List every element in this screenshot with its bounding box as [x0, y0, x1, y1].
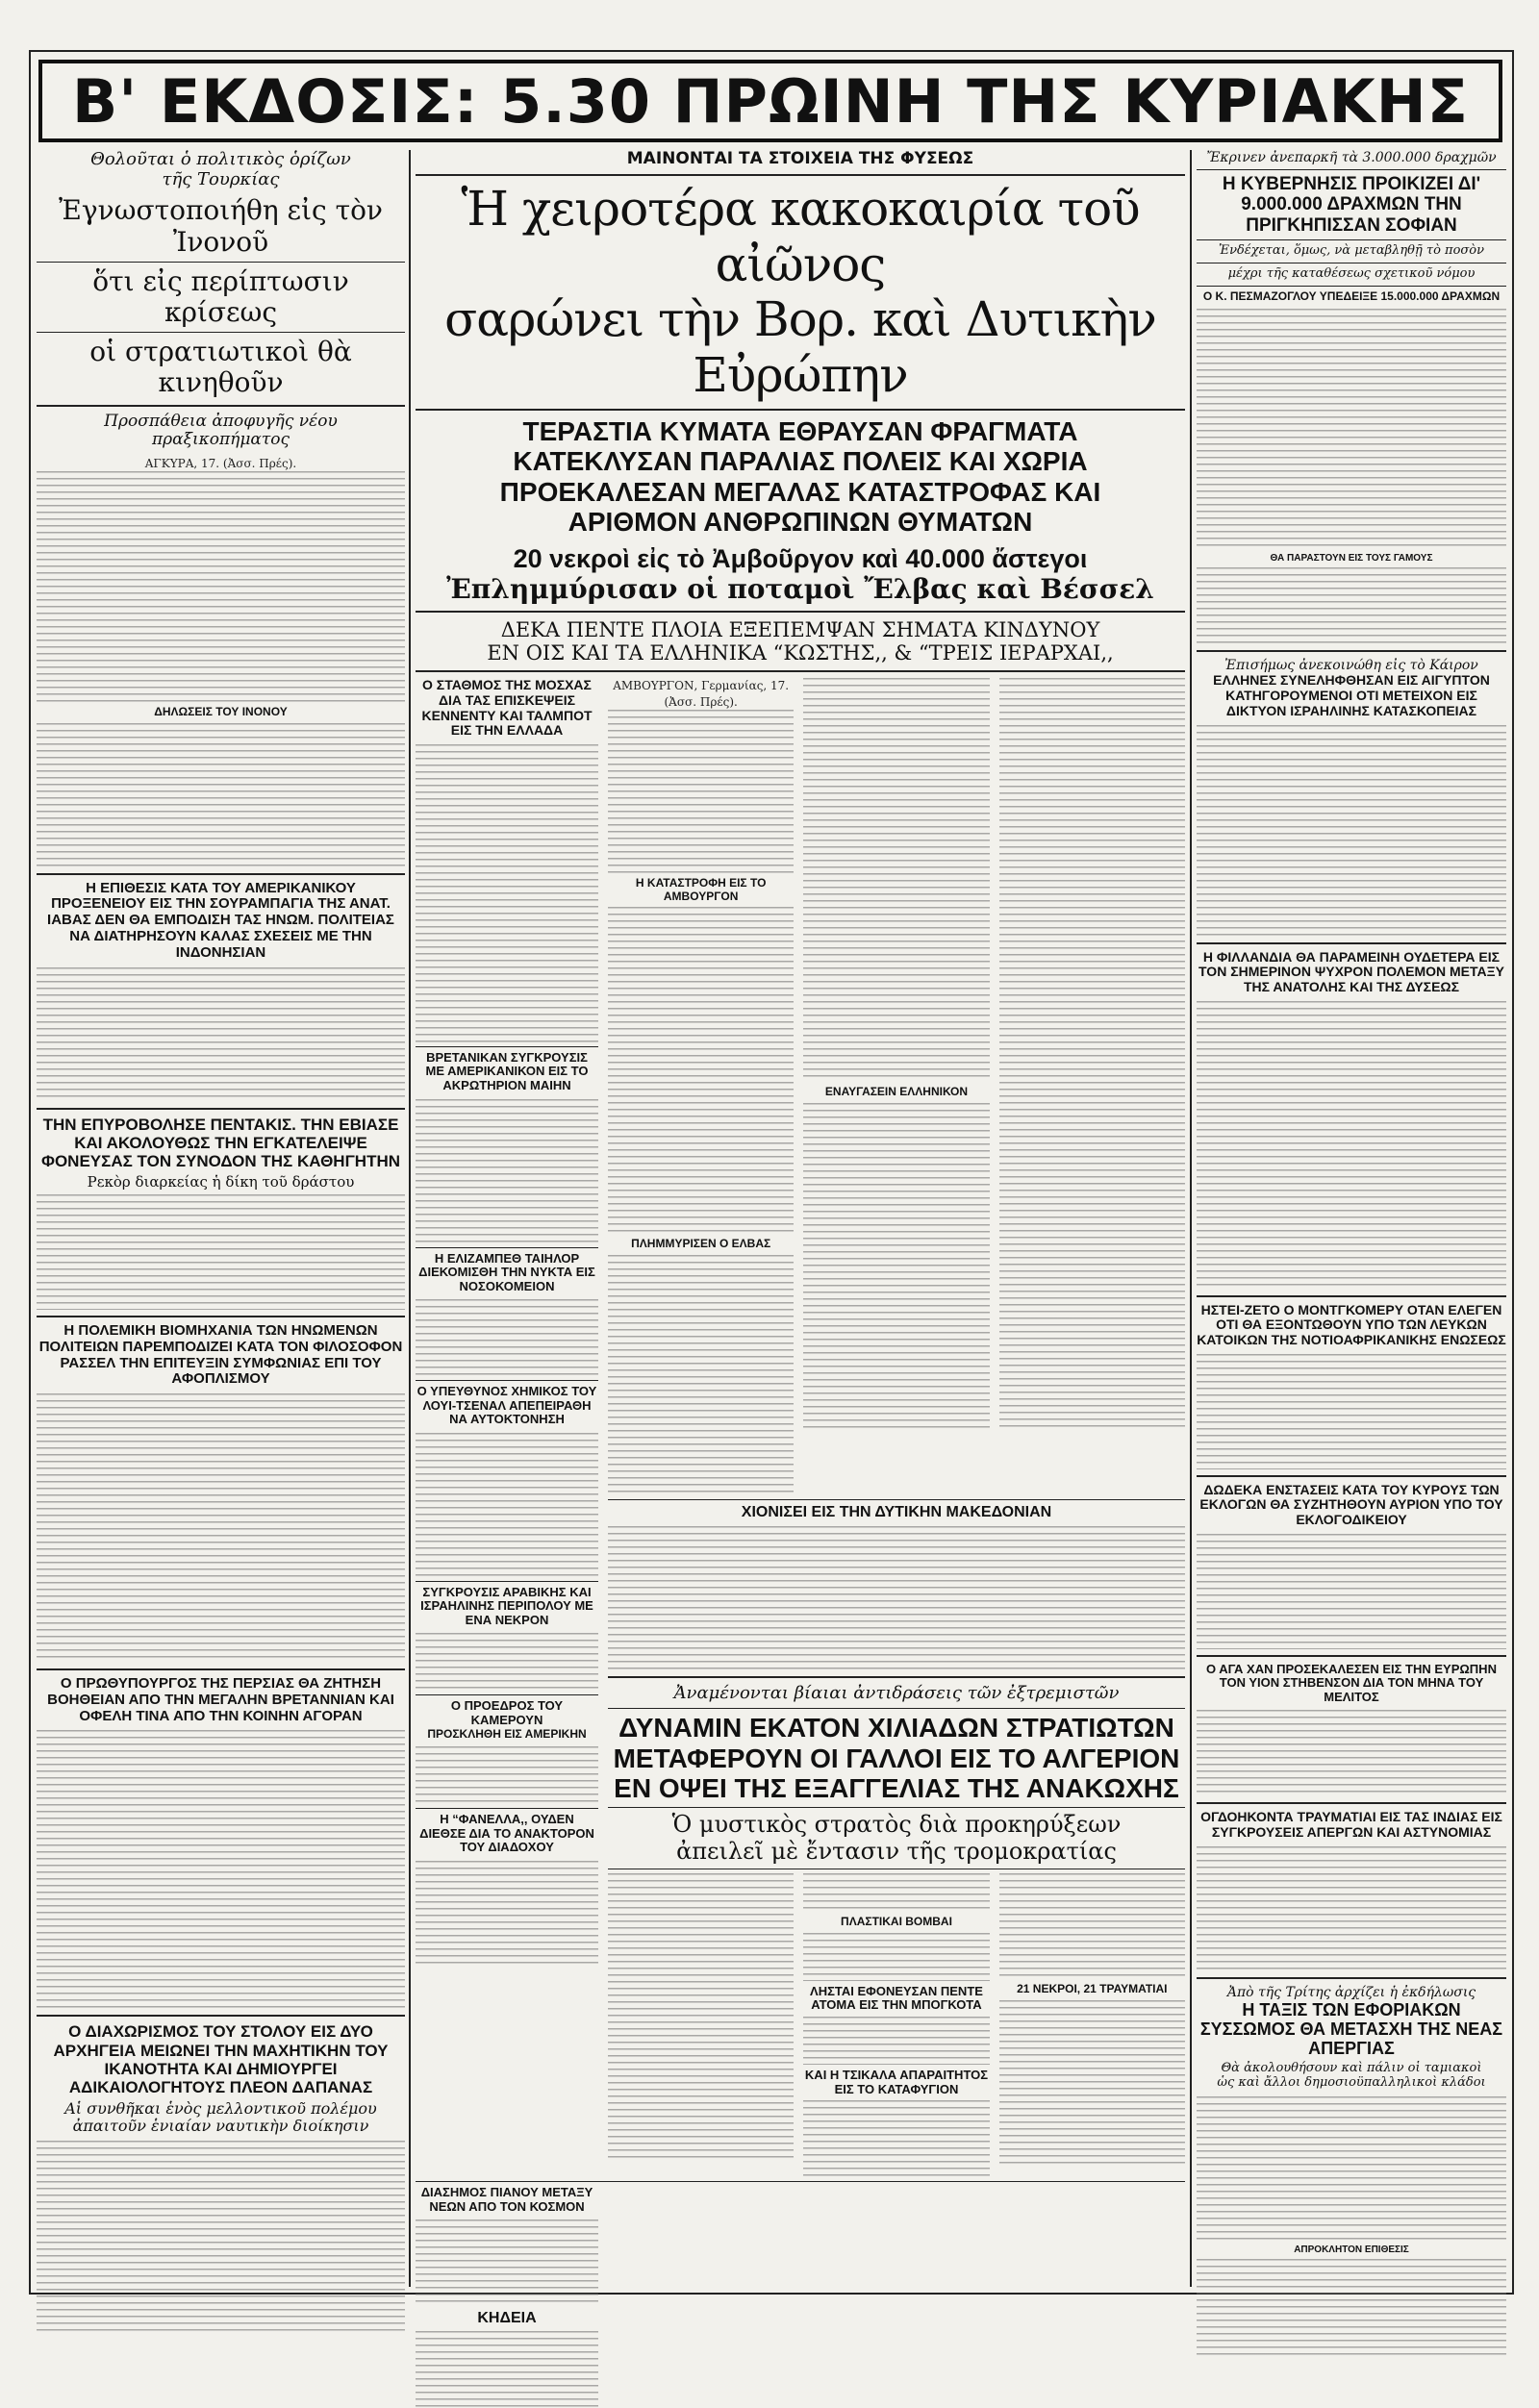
left-h-pentagon: ΤΗΝ ΕΠΥΡΟΒΟΛΗΣΕ ΠΕΝΤΑΚΙΣ. ΤΗΝ ΕΒΙΑΣΕ ΚΑΙ ΑΚΟΛΟΥΘΩΣ ΤΗΝ ΕΓΚΑΤΕΛΕΙΨΕ ΦΟΝΕΥΣΑΣ ΤΟΝ ΣΥΝΟΔΟΝ ΤΗΣ ΚΑΘΗΓΗΤΗΝ — [40, 1115, 401, 1170]
left-h-consulate: Η ΕΠΙΘΕΣΙΣ ΚΑΤΑ ΤΟΥ ΑΜΕΡΙΚΑΝΙΚΟΥ ΠΡΟΞΕΝΕΙΟΥ ΕΙΣ ΤΗΝ ΣΟΥΡΑΜΠΑΓΙΑ ΤΗΣ ΑΝΑΤ. ΙΑΒΑΣ ΔΕΝ ΘΑ ΕΜΠΟΔΙΣΗ ΤΑΣ ΗΝΩΜ. ΠΟΛΙΤΕΙΑΣ ΝΑ ΔΙΑΤΗΡΗΣΟΥΝ ΚΑΛΑΣ ΣΧΕΣΕΙΣ ΜΕ ΤΗΝ ΙΝΔΟΝΗΣΙΑΝ — [47, 879, 394, 961]
center-h-hamburg: Η ΚΑΤΑΣΤΡΟΦΗ ΕΙΣ ΤΟ ΑΜΒΟΥΡΓΟΝ — [635, 876, 767, 903]
right-h-gamos: ΘΑ ΠΑΡΑΣΤΟΥΝ ΕΙΣ ΤΟΥΣ ΓΑΜΟΥΣ — [1270, 553, 1433, 564]
divider — [1197, 650, 1506, 652]
center-h-chem: Ο ΥΠΕΥΘΥΝΟΣ ΧΗΜΙΚΟΣ ΤΟΥ ΛΟΥΙ-ΤΣΕΝΑΛ ΑΠΕΠΕΙΡΑΘΗ ΝΑ ΑΥΤΟΚΤΟΝΗΣΗ — [416, 1384, 597, 1427]
text-block — [1197, 1001, 1506, 1290]
center-h-secret2: ἀπειλεῖ μὲ ἔντασιν τῆς τρομοκρατίας — [676, 1837, 1117, 1865]
divider — [416, 1380, 598, 1381]
divider — [416, 1247, 598, 1248]
center-h-elbe: ΠΛΗΜΜΥΡΙΣΕΝ Ο ΕΛΒΑΣ — [631, 1237, 771, 1251]
text-block — [608, 1255, 794, 1495]
center-h-camer: Ο ΠΡΟΕΔΡΟΣ ΤΟΥ ΚΑΜΕΡΟΥΝ — [450, 1698, 564, 1727]
text-block — [37, 1730, 405, 2009]
text-block — [416, 1746, 598, 1804]
divider — [37, 873, 405, 875]
left-h-persia: Ο ΠΡΩΘΥΠΟΥΡΓΟΣ ΤΗΣ ΠΕΡΣΙΑΣ ΘΑ ΖΗΤΗΣΗ ΒΟΗΘΕΙΑΝ ΑΠΟ ΤΗΝ ΜΕΓΑΛΗΝ ΒΡΕΤΑΝΝΙΑΝ ΚΑΙ ΟΦΕΛΗ ΤΙΝΑ ΑΠΟ ΤΗΝ ΚΟΙΝΗΝ ΑΓΟΡΑΝ — [47, 1675, 394, 1724]
text-block — [37, 1194, 405, 1310]
right-strike-kicker: Ἀπὸ τῆς Τρίτης ἀρχίζει ἡ ἐκδήλωσις — [1226, 1984, 1476, 2000]
center-hamburg-dateline: ΑΜΒΟΥΡΓΟΝ, Γερμανίας, 17. (Ἀσσ. Πρές). — [613, 679, 790, 709]
center-h-dead: 21 ΝΕΚΡΟΙ, 21 ΤΡΑΥΜΑΤΙΑΙ — [1017, 1982, 1168, 1996]
center-kicker: ΜΑΙΝΟΝΤΑΙ ΤΑ ΣΤΟΙΧΕΙΑ ΤΗΣ ΦΥΣΕΩΣ — [626, 149, 974, 168]
center-h-brit: ΒΡΕΤΑΝΙΚΑΝ ΣΥΓΚΡΟΥΣΙΣ ΜΕ ΑΜΕΡΙΚΑΝΙΚΟΝ ΕΙΣ ΤΟ ΑΚΡΩΤΗΡΙΟΝ ΜΑΙΗΝ — [425, 1049, 589, 1092]
left-h-fleet-sub1: Αἱ συνθῆκαι ἑνὸς μελλοντικοῦ πολέμου — [64, 2098, 377, 2118]
text-block — [803, 1103, 989, 1430]
divider — [1197, 1295, 1506, 1297]
left-h-industry: Η ΠΟΛΕΜΙΚΗ ΒΙΟΜΗΧΑΝΙΑ ΤΩΝ ΗΝΩΜΕΝΩΝ ΠΟΛΙΤΕΙΩΝ ΠΑΡΕΜΠΟΔΙΖΕΙ ΚΑΤΑ ΤΟΝ ΦΙΛΟΣΟΦΟΝ ΡΑΣΣΕΛ ΤΗΝ ΕΠΙΤΕΥΞΙΝ ΣΥΜΦΩΝΙΑΣ ΕΠΙ ΤΟΥ ΑΦΟΠΛΙΣΜΟΥ — [38, 1321, 403, 1388]
center-line3: ΔΕΚΑ ΠΕΝΤΕ ΠΛΟΙΑ ΕΞΕΠΕΜΨΑΝ ΣΗΜΑΤΑ ΚΙΝΔΥΝΟΥ — [500, 617, 1100, 641]
divider — [416, 409, 1185, 411]
right-strike-sub1: Θὰ ἀκολουθήσουν καὶ πάλιν οἱ ταμιακοὶ — [1221, 2061, 1482, 2076]
text-block — [37, 967, 405, 1102]
text-block — [803, 1873, 989, 1912]
text-block — [1197, 725, 1506, 937]
divider — [1197, 286, 1506, 287]
left-kicker: Θολοῦται ὁ πολιτικὸς ὁρίζων τῆς Τουρκίας — [90, 149, 351, 189]
center-h-piano: ΔΙΑΣΗΜΟΣ ΠΙΑΝΟΥ ΜΕΤΑΞΥ ΝΕΩΝ ΑΠΟ ΤΟΝ ΚΟΣΜΟΝ — [420, 2185, 593, 2214]
center-h-liber: ΛΗΣΤΑΙ ΕΦΟΝΕΥΣΑΝ ΠΕΝΤΕ ΑΤΟΜΑ ΕΙΣ ΤΗΝ ΜΠΟΓΚΟΤΑ — [810, 1983, 983, 2013]
center-bottom-a — [416, 2186, 598, 2408]
text-block — [416, 2331, 598, 2408]
center-line4: ΕΝ ΟΙΣ ΚΑΙ ΤΑ ΕΛΛΗΝΙΚΑ “ΚΩΣΤΗΣ,, & “ΤΡΕΙΣ ΙΕΡΑΡΧΑΙ,, — [487, 641, 1114, 665]
divider — [416, 2181, 1185, 2182]
right-h-aga: Ο ΑΓΑ ΧΑΝ ΠΡΟΣΕΚΑΛΕΣΕΝ ΕΙΣ ΤΗΝ ΕΥΡΩΠΗΝ ΤΟΝ ΥΙΟΝ ΣΤΗΒΕΝΣΟΝ ΔΙΑ ΤΟΝ ΜΗΝΑ ΤΟΥ ΜΕΛΙΤΟΣ — [1206, 1661, 1497, 1704]
divider — [37, 332, 405, 333]
left-head3: οἱ στρατιωτικοὶ θὰ κινηθοῦν — [89, 336, 352, 399]
text-block — [803, 2100, 989, 2177]
center-h-kideia: ΚΗΔΕΙΑ — [477, 2310, 537, 2327]
text-block — [416, 744, 598, 1042]
left-h-fleet: Ο ΔΙΑΧΩΡΙΣΜΟΣ ΤΟΥ ΣΤΟΛΟΥ ΕΙΣ ΔΥΟ ΑΡΧΗΓΕΙΑ ΜΕΙΩΝΕΙ ΤΗΝ ΜΑΧΗΤΙΚΗΝ ΤΟΥ ΙΚΑΝΟΤΗΤΑ ΚΑΙ ΔΗΜΙΟΥΡΓΕΙ ΑΔΙΚΑΙΟΛΟΓΗΤΟΥΣ ΠΛΕΟΝ ΔΑΠΑΝΑΣ — [53, 2022, 389, 2096]
center-h-arab: ΣΥΓΚΡΟΥΣΙΣ ΑΡΑΒΙΚΗΣ ΚΑΙ ΙΣΡΑΗΛΙΝΗΣ ΠΕΡΙΠΟΛΟΥ ΜΕ ΕΝΑ ΝΕΚΡΟΝ — [420, 1584, 593, 1627]
left-caption: ΔΗΛΩΣΕΙΣ ΤΟΥ ΙΝΟΝΟΥ — [154, 705, 288, 719]
left-head1: Ἐγνωστοποιήθη εἰς τὸν Ἰνονοῦ — [59, 194, 383, 258]
center-subcol-b3 — [999, 678, 1185, 1494]
center-subcol-a — [416, 678, 598, 2177]
right-h-finland: Η ΦΙΛΛΑΝΔΙΑ ΘΑ ΠΑΡΑΜΕΙΝΗ ΟΥΔΕΤΕΡΑ ΕΙΣ ΤΟΝ ΣΗΜΕΡΙΝΟΝ ΨΥΧΡΟΝ ΠΟΛΕΜΟΝ ΜΕΤΑΞΥ ΤΗΣ ΑΝΑΤΟΛΗΣ ΚΑΙ ΤΗΣ ΔΥΣΕΩΣ — [1198, 948, 1504, 994]
divider — [1197, 1475, 1506, 1477]
divider — [416, 1046, 598, 1047]
left-h-pentagon-sub: Ρεκὸρ διαρκείας ἡ δίκη τοῦ δράστου — [87, 1172, 355, 1191]
right-strike-sub2: ὡς καὶ ἄλλοι δημοσιοϋπαλληλικοὶ κλάδοι — [1217, 2075, 1486, 2091]
center-h-taylor: Η ΕΛΙΖΑΜΠΕΘ ΤΑΙΗΛΟΡ ΔΙΕΚΟΜΙΣΘΗ ΤΗΝ ΝΥΚΤΑ ΕΙΣ ΝΟΣΟΚΟΜΕΙΟΝ — [418, 1250, 595, 1293]
right-column — [1197, 150, 1506, 2285]
text-block — [608, 1873, 794, 2162]
left-dateline: ΑΓΚΥΡΑ, 17. (Ἀσσ. Πρές). — [144, 456, 297, 470]
center-h-greek: ΕΝΑΥΓΑΣΕΙΝ ΕΛΛΗΝΙΚΟΝ — [824, 1085, 969, 1099]
center-h-french: ΔΥΝΑΜΙΝ ΕΚΑΤΟΝ ΧΙΛΙΑΔΩΝ ΣΤΡΑΤΙΩΤΩΝ ΜΕΤΑΦΕΡΟΥΝ ΟΙ ΓΑΛΛΟΙ ΕΙΣ ΤΟ ΑΛΓΕΡΙΟΝ ΕΝ ΟΨΕΙ ΤΗΣ ΕΞΑΓΓΕΛΙΑΣ ΤΗΣ ΑΝΑΚΩΧΗΣ — [613, 1713, 1180, 1803]
text-block — [416, 2220, 598, 2306]
text-block — [1197, 309, 1506, 549]
divider — [416, 174, 1185, 176]
right-h-cairo: ΕΛΛΗΝΕΣ ΣΥΝΕΛΗΦΘΗΣΑΝ ΕΙΣ ΑΙΓΥΠΤΟΝ ΚΑΤΗΓΟΡΟΥΜΕΝΟΙ ΟΤΙ ΜΕΤΕΙΧΟΝ ΕΙΣ ΔΙΚΤΥΟΝ ΙΣΡΑΗΛΙΝΗΣ ΚΑΤΑΣΚΟΠΕΙΑΣ — [1213, 672, 1490, 718]
text-block — [416, 1633, 598, 1691]
right-h-india: ΟΓΔΟΗΚΟΝΤΑ ΤΡΑΥΜΑΤΙΑΙ ΕΙΣ ΤΑΣ ΙΝΔΙΑΣ ΕΙΣ ΣΥΓΚΡΟΥΣΕΙΣ ΑΠΕΡΓΩΝ ΚΑΙ ΑΣΤΥΝΟΜΙΑΣ — [1200, 1809, 1502, 1840]
center-h-fanella: Η “ΦΑΝΕΛΛΑ,, ΟΥΔΕΝ ΔΙΕΘΣΕ ΔΙΑ ΤΟ ΑΝΑΚΤΟΡΟΝ ΤΟΥ ΔΙΑΔΟΧΟΥ — [419, 1811, 594, 1855]
right-h-objections: ΔΩΔΕΚΑ ΕΝΣΤΑΣΕΙΣ ΚΑΤΑ ΤΟΥ ΚΥΡΟΥΣ ΤΩΝ ΕΚΛΟΓΩΝ ΘΑ ΣΥΖΗΤΗΘΟΥΝ ΑΥΡΙΟΝ ΥΠΟ ΤΟΥ ΕΚΛΟΓΟΔΙΚΕΙΟΥ — [1199, 1481, 1503, 1527]
center-h-vio: Ἀναμένονται βίαιαι ἀντιδράσεις τῶν ἐξτρεμιστῶν — [673, 1683, 1120, 1704]
edition-banner: Β' ΕΚΔΟΣΙΣ: 5.30 ΠΡΩΙΝΗ ΤΗΣ ΚΥΡΙΑΚΗΣ — [38, 60, 1502, 142]
text-block — [416, 1433, 598, 1577]
divider — [416, 1581, 598, 1582]
divider — [37, 262, 405, 263]
text-block — [999, 678, 1185, 1428]
center-headline1: Ἡ χειροτέρα κακοκαιρία τοῦ αἰῶνος — [461, 181, 1140, 292]
divider — [37, 1316, 405, 1317]
text-block — [1197, 1354, 1506, 1469]
divider — [608, 1807, 1185, 1808]
divider — [37, 2015, 405, 2017]
divider — [416, 670, 1185, 672]
text-block — [803, 1933, 989, 1981]
column-rule — [409, 150, 411, 2287]
text-block — [803, 678, 989, 1082]
divider — [1197, 1977, 1506, 1979]
right-cairo-kicker: Ἐπισήμως ἀνεκοινώθη εἰς τὸ Κάιρον — [1224, 658, 1478, 674]
center-h-tsikala: ΚΑΙ Η ΤΣΙΚΑΛΑ ΑΠΑΡΑΙΤΗΤΟΣ ΕΙΣ ΤΟ ΚΑΤΑΦΥΓΙΟΝ — [804, 2067, 989, 2096]
center-line2: Ἐπλημμύρισαν οἱ ποταμοὶ Ἔλβας καὶ Βέσσελ — [446, 572, 1154, 605]
right-sub3: Ο Κ. ΠΕΣΜΑΖΟΓΛΟΥ ΥΠΕΔΕΙΞΕ 15.000.000 ΔΡΑΧΜΩΝ — [1202, 288, 1501, 303]
divider — [1197, 942, 1506, 944]
text-block — [37, 2141, 405, 2333]
divider — [1197, 169, 1506, 170]
right-h-strike: Η ΤΑΞΙΣ ΤΩΝ ΕΦΟΡΙΑΚΩΝ ΣΥΣΣΩΜΟΣ ΘΑ ΜΕΤΑΣΧΗ ΤΗΣ ΝΕΑΣ ΑΠΕΡΓΙΑΣ — [1199, 1999, 1503, 2058]
left-deck: Προσπάθεια ἀποφυγῆς νέου πραξικοπήματος — [104, 411, 338, 450]
left-head2: ὅτι εἰς περίπτωσιν κρίσεως — [92, 264, 349, 328]
text-block — [1197, 1534, 1506, 1649]
divider — [608, 1676, 1185, 1678]
divider — [37, 1108, 405, 1110]
divider — [37, 405, 405, 407]
right-sub2: μέχρι τῆς καταθέσεως σχετικοῦ νόμου — [1227, 265, 1476, 281]
text-block — [1197, 1710, 1506, 1796]
left-h-fleet-sub2: ἀπαιτοῦν ἑνιαίαν ναυτικὴν διοίκησιν — [72, 2117, 369, 2135]
center-subcol-b1 — [608, 678, 794, 1494]
text-block — [1197, 567, 1506, 644]
text-block — [999, 1873, 1185, 1979]
center-h-snow: ΧΙΟΝΙΣΕΙ ΕΙΣ ΤΗΝ ΔΥΤΙΚΗΝ ΜΑΚΕΔΟΝΙΑΝ — [741, 1503, 1052, 1520]
right-h-apr: ΑΠΡΟΚΛΗΤΟΝ ΕΠΙΘΕΣΙΣ — [1294, 2244, 1409, 2255]
right-headline: Η ΚΥΒΕΡΝΗΣΙΣ ΠΡΟΙΚΙΖΕΙ ΔΙ' 9.000.000 ΔΡΑΧΜΩΝ ΤΗΝ ΠΡΙΓΚΗΠΙΣΣΑΝ ΣΟΦΙΑΝ — [1222, 174, 1481, 236]
text-block — [37, 1393, 405, 1663]
center-h-camer2: ΠΡΟΣΚΛΗΘΗ ΕΙΣ ΑΜΕΡΙΚΗΝ — [427, 1726, 587, 1741]
divider — [37, 1668, 405, 1670]
center-subcol-b — [608, 678, 1185, 2177]
text-block — [1197, 1846, 1506, 1971]
column-rule — [1190, 150, 1192, 2287]
divider — [1197, 1802, 1506, 1804]
divider — [416, 1694, 598, 1695]
text-block — [1197, 2259, 1506, 2355]
center-deck: ΤΕΡΑΣΤΙΑ ΚΥΜΑΤΑ ΕΘΡΑΥΣΑΝ ΦΡΑΓΜΑΤΑ ΚΑΤΕΚΛΥΣΑΝ ΠΑΡΑΛΙΑΣ ΠΟΛΕΙΣ ΚΑΙ ΧΩΡΙΑ ΠΡΟΕΚΑΛΕΣΑΝ ΜΕΓΑΛΑΣ ΚΑΤΑΣΤΡΟΦΑΣ ΚΑΙ ΑΡΙΘΜΟΝ ΑΝΘΡΩΠΙΝΩΝ ΘΥΜΑΤΩΝ — [499, 416, 1101, 538]
center-lower-b — [803, 1873, 989, 2177]
text-block — [416, 1299, 598, 1376]
center-line1: 20 νεκροὶ εἰς τὸ Ἀμβοῦργον καὶ 40.000 ἄστεγοι — [513, 544, 1088, 574]
text-block — [608, 1526, 1185, 1670]
divider — [608, 1499, 1185, 1500]
divider — [416, 1808, 598, 1809]
center-subcol-b2 — [803, 678, 989, 1494]
center-h-secret: Ὁ μυστικὸς στρατὸς διὰ προκηρύξεων — [671, 1811, 1122, 1839]
text-block — [803, 2017, 989, 2065]
center-column — [416, 149, 1185, 2327]
text-block — [608, 710, 794, 873]
text-block — [608, 907, 794, 1234]
center-h-mayor: Ο ΣΤΑΘΜΟΣ ΤΗΣ ΜΟΣΧΑΣ ΔΙΑ ΤΑΣ ΕΠΙΣΚΕΨΕΙΣ ΚΕΝΝΕΝΤΥ ΚΑΙ ΤΑΛΜΠΟΤ ΕΙΣ ΤΗΝ ΕΛΛΑΔΑ — [421, 677, 593, 739]
divider — [1197, 239, 1506, 240]
text-block — [416, 1099, 598, 1243]
center-headline2: σαρώνει τὴν Βορ. καὶ Δυτικὴν Εὐρώπην — [444, 291, 1156, 403]
center-h-bomb: ΠΛΑΣΤΙΚΑΙ ΒΟΜΒΑΙ — [841, 1915, 952, 1929]
divider — [608, 1708, 1185, 1709]
text-block — [37, 723, 405, 867]
text-block — [1197, 2096, 1506, 2241]
center-lower-c — [999, 1873, 1185, 2177]
text-block — [37, 471, 405, 702]
text-block — [999, 2000, 1185, 2164]
left-column — [37, 150, 405, 2285]
right-kicker: Ἔκρινεν ἀνεπαρκῆ τὰ 3.000.000 δραχμῶν — [1206, 150, 1497, 165]
center-lower-a — [608, 1873, 794, 2177]
right-h-montgomery: ΗΣΤΕΙ-ΖΕΤΟ Ο ΜΟΝΤΓΚΟΜΕΡΥ ΟΤΑΝ ΕΛΕΓΕΝ ΟΤΙ ΘΑ ΕΞΟΝΤΩΘΟΥΝ ΥΠΟ ΤΩΝ ΛΕΥΚΩΝ ΚΑΤΟΙΚΩΝ ΤΗΣ ΝΟΤΙΟΑΦΡΙΚΑΝΙΚΗΣ ΕΝΩΣΕΩΣ — [1197, 1301, 1506, 1347]
right-sub1: Ἐνδέχεται, ὅμως, νὰ μεταβληθῇ τὸ ποσὸν — [1218, 242, 1485, 258]
divider — [416, 611, 1185, 613]
divider — [1197, 1655, 1506, 1657]
text-block — [416, 1861, 598, 1967]
